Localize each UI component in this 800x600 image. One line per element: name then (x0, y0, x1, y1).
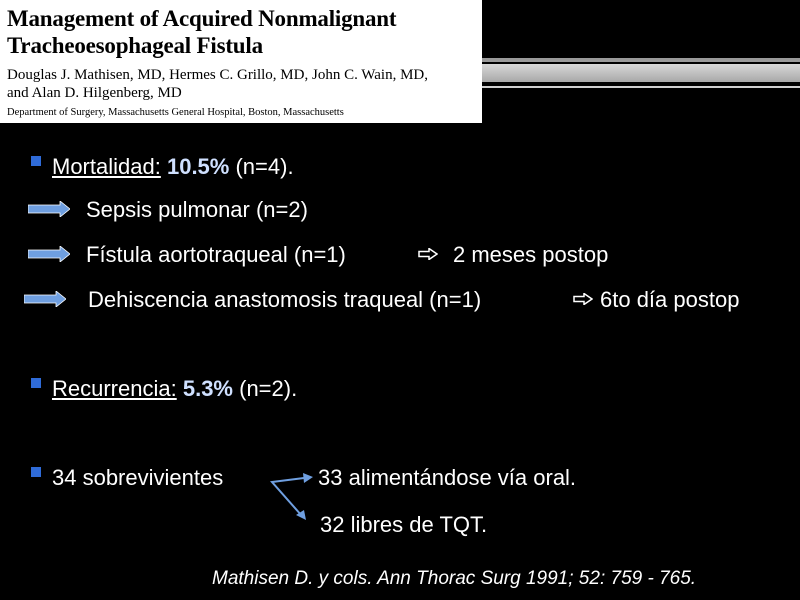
paper-authors (7, 66, 428, 102)
cause-1-text: Sepsis pulmonar (n=2) (86, 197, 308, 222)
mortalidad-value: 10.5% (166, 154, 230, 179)
cause-3-followup: 6to día postop (600, 287, 740, 312)
square-bullet-icon (31, 467, 41, 477)
header-stripe (482, 64, 800, 82)
header-stripe (482, 58, 800, 62)
outline-arrow-right-icon (573, 293, 593, 305)
branch-arrow-icon (266, 472, 314, 522)
cause-2-text: Fístula aortotraqueal (n=1) (86, 242, 346, 267)
block-arrow-right-icon (24, 291, 66, 307)
paper-department: Department of Surgery, Massachusetts General Hospital, Boston, Massachusetts (7, 107, 344, 118)
recurrencia-value: 5.3% (182, 376, 233, 401)
square-bullet-icon (31, 156, 41, 166)
paper-authors-line1: Douglas J. Mathisen, MD, Hermes C. Grillo, MD, John C. Wain, MD, (7, 67, 429, 83)
mortalidad-label: Mortalidad: (52, 154, 161, 179)
survivors-outcome-2: 32 libres de TQT. (320, 512, 488, 537)
recurrencia-label: Recurrencia: (52, 376, 177, 401)
paper-authors-line2: and Alan D. Hilgenberg, MD (7, 85, 182, 101)
recurrencia-count: (n=2). (239, 376, 298, 401)
mortalidad-count: (n=4). (235, 154, 294, 179)
paper-title-line1: Management of Acquired Nonmalignant (7, 6, 397, 31)
mortalidad-line (52, 154, 294, 180)
header-stripe (482, 86, 800, 88)
paper-title-line2: Tracheoesophageal Fistula (7, 33, 263, 58)
recurrencia-line (52, 376, 297, 402)
outline-arrow-right-icon (418, 248, 438, 260)
survivors-outcome-1: 33 alimentándose vía oral. (318, 465, 577, 490)
square-bullet-icon (31, 378, 41, 388)
paper-title (7, 5, 396, 59)
paper-header (0, 0, 482, 123)
block-arrow-right-icon (28, 201, 70, 217)
cause-2-followup: 2 meses postop (453, 242, 609, 267)
cause-3-text: Dehiscencia anastomosis traqueal (n=1) (88, 287, 482, 312)
citation: Mathisen D. y cols. Ann Thorac Surg 1991; 52: 759 - 765. (212, 568, 697, 589)
survivors-label: 34 sobrevivientes (52, 465, 224, 490)
block-arrow-right-icon (28, 246, 70, 262)
